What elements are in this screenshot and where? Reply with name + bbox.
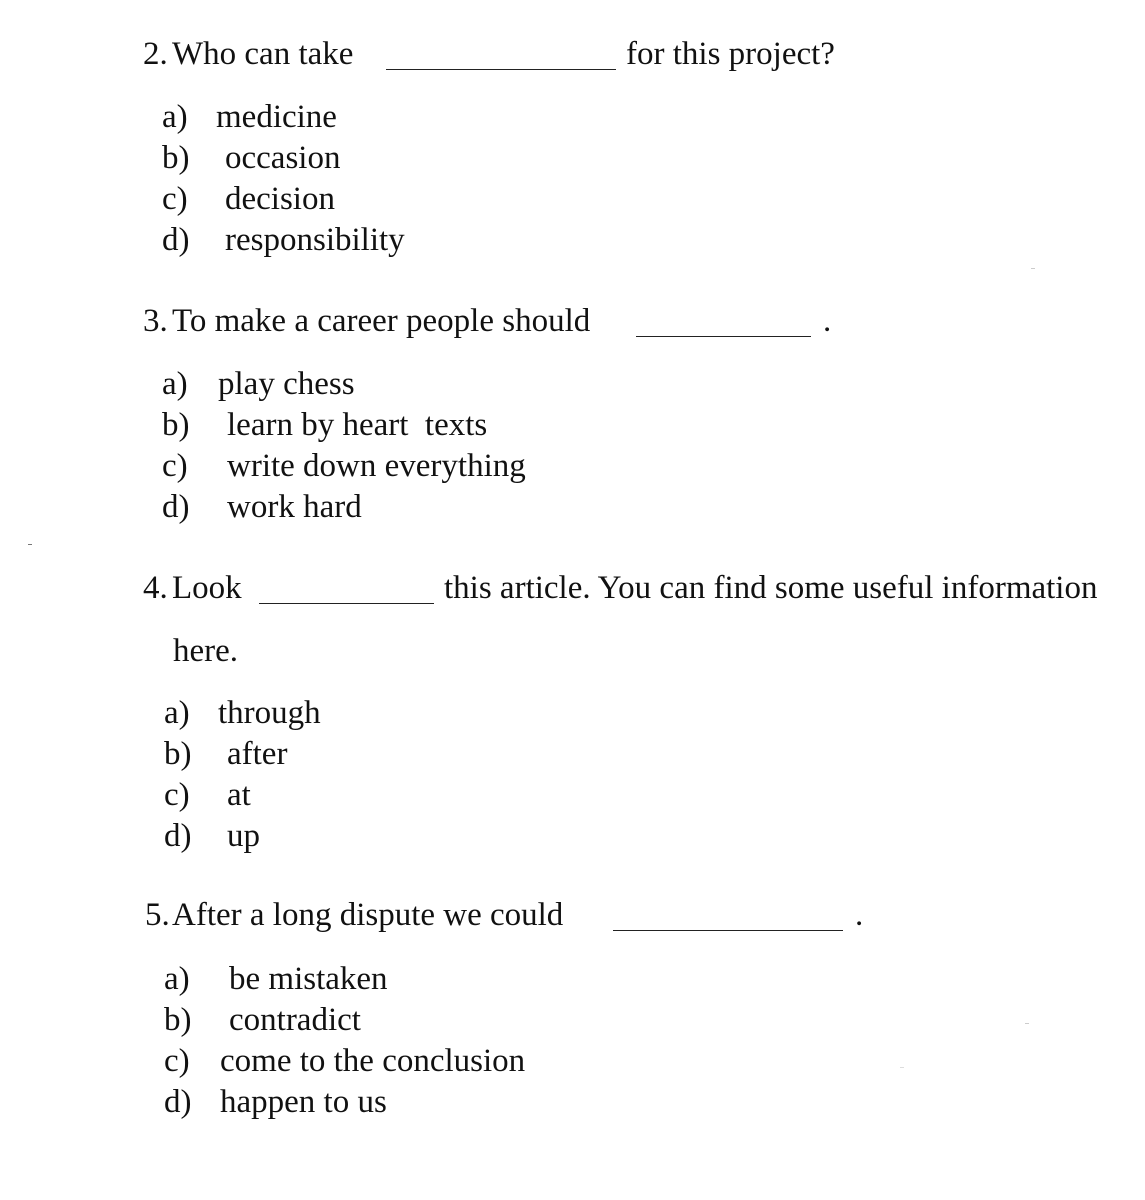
option-letter: d) (162, 489, 190, 525)
option-text: work hard (227, 489, 362, 525)
question-5-option-c (164, 1045, 584, 1081)
question-4-option-a (164, 697, 464, 733)
question-5-number: 5. (145, 897, 170, 933)
scan-speck (1031, 268, 1035, 269)
option-text: responsibility (225, 222, 405, 258)
question-4 (143, 572, 1145, 608)
question-2-stem-end: for this project? (626, 36, 835, 72)
option-letter: d) (164, 1084, 192, 1120)
option-letter: d) (164, 818, 192, 854)
option-text: through (218, 695, 321, 731)
question-5-stem-end: . (855, 897, 864, 933)
option-text: occasion (225, 140, 341, 176)
option-text: after (227, 736, 288, 772)
question-3-stem: To make a career people should (172, 303, 591, 339)
question-3-number: 3. (143, 303, 168, 339)
scan-speck (900, 1067, 904, 1068)
option-text: come to the conclusion (220, 1043, 526, 1079)
question-3-option-d (162, 491, 582, 527)
option-letter: a) (162, 99, 188, 135)
option-letter: b) (164, 736, 192, 772)
option-text: learn by heart texts (227, 407, 488, 443)
question-3-blank (636, 336, 811, 337)
question-2-option-c (162, 183, 562, 219)
option-text: write down everything (227, 448, 526, 484)
question-5-option-a (164, 963, 584, 999)
option-letter: c) (164, 1043, 190, 1079)
option-letter: c) (162, 448, 188, 484)
question-5-option-b (164, 1004, 584, 1040)
option-letter: b) (162, 140, 190, 176)
question-4-blank (259, 603, 434, 604)
option-letter: c) (162, 181, 188, 217)
question-4-option-b (164, 738, 464, 774)
question-2-blank (386, 69, 616, 70)
scan-speck (1025, 1023, 1029, 1024)
option-text: decision (225, 181, 335, 217)
question-4-stem-end: this article. You can find some useful information (444, 572, 1098, 606)
question-5-blank (613, 930, 843, 931)
question-4-option-c (164, 779, 464, 815)
option-letter: c) (164, 777, 190, 813)
question-3-option-b (162, 409, 582, 445)
question-2-number: 2. (143, 36, 168, 72)
question-2-option-a (162, 101, 562, 137)
option-letter: b) (164, 1002, 192, 1038)
question-3-stem-end: . (823, 303, 832, 339)
question-5-option-d (164, 1086, 584, 1122)
question-2 (143, 38, 863, 74)
option-letter: a) (164, 961, 190, 997)
option-text: at (227, 777, 251, 813)
question-5 (145, 899, 885, 935)
option-text: up (227, 818, 260, 854)
question-3 (143, 305, 843, 341)
question-3-option-a (162, 368, 582, 404)
question-2-stem: Who can take (172, 36, 354, 72)
question-4-continuation: here. (173, 633, 239, 669)
option-letter: a) (164, 695, 190, 731)
option-text: medicine (216, 99, 337, 135)
question-5-stem: After a long dispute we could (172, 897, 564, 933)
option-text: contradict (229, 1002, 361, 1038)
question-4-stem: Look (172, 572, 242, 606)
option-text: play chess (218, 366, 355, 402)
option-text: happen to us (220, 1084, 387, 1120)
option-text: be mistaken (229, 961, 388, 997)
option-letter: b) (162, 407, 190, 443)
question-2-option-b (162, 142, 562, 178)
question-4-number: 4. (143, 572, 168, 606)
option-letter: d) (162, 222, 190, 258)
question-4-option-d (164, 820, 464, 856)
question-3-option-c (162, 450, 582, 486)
question-2-option-d (162, 224, 562, 260)
scan-speck (28, 544, 32, 545)
option-letter: a) (162, 366, 188, 402)
